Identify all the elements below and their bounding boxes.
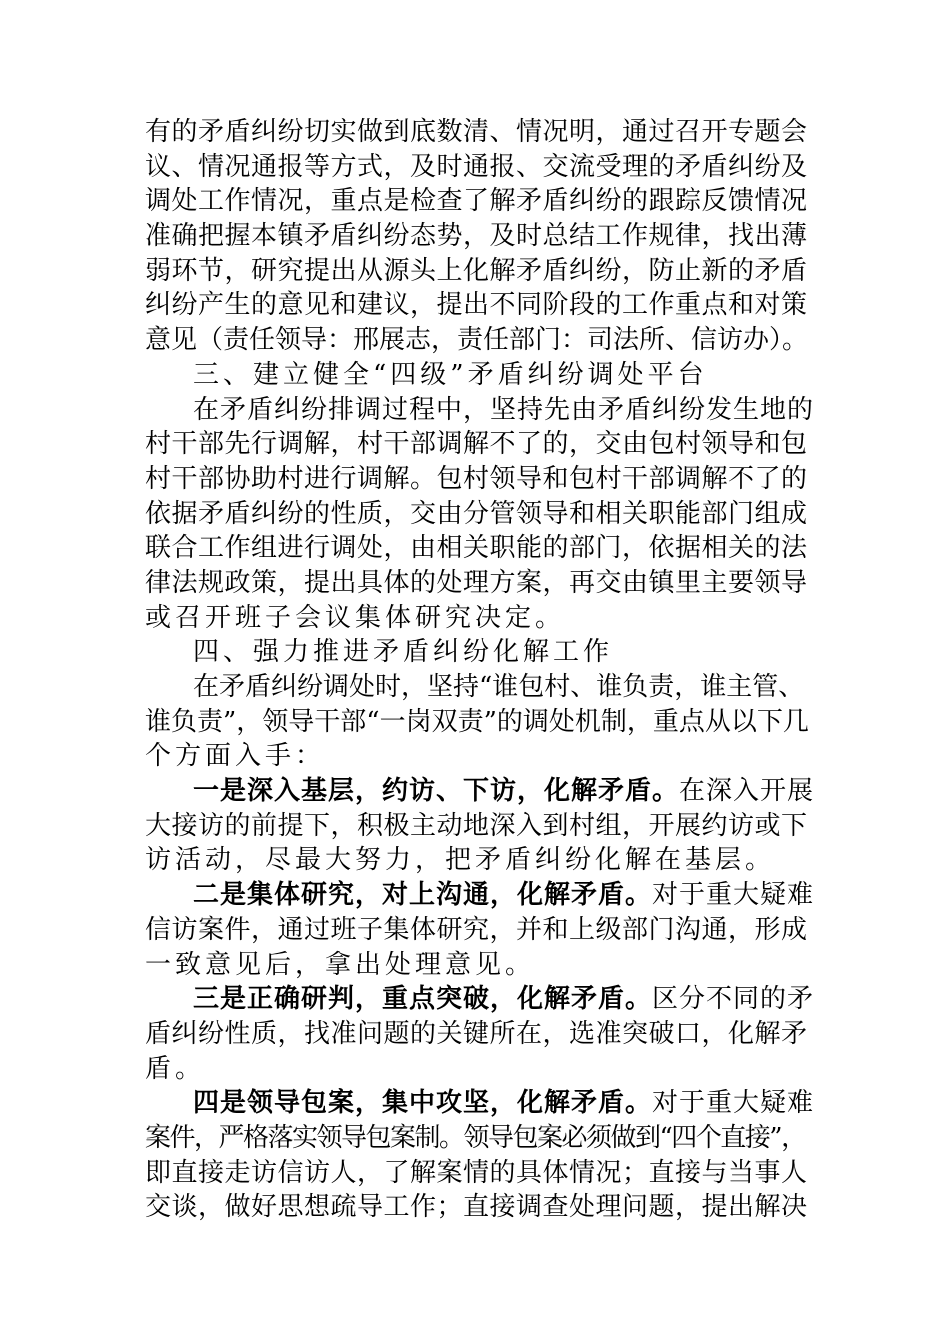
text-line	[145, 635, 815, 670]
text-line	[145, 1190, 815, 1225]
text-line	[145, 809, 815, 844]
line-text: 调处工作情况，重点是检查了解矛盾纠纷的跟踪反馈情况	[145, 186, 808, 217]
document-page	[145, 115, 815, 1225]
line-text: 律法规政策，提出具体的处理方案，再交由镇里主要领导	[145, 567, 808, 598]
text-line	[145, 184, 815, 219]
text-line	[145, 393, 815, 428]
line-text: 准确把握本镇矛盾纠纷态势，及时总结工作规律，找出薄	[145, 221, 808, 252]
text-line	[145, 1017, 815, 1052]
text-line	[145, 566, 815, 601]
bold-lead-phrase: 三是正确研判，重点突破，化解矛盾。	[193, 984, 653, 1015]
line-text: 纠纷产生的意见和建议，提出不同阶段的工作重点和对策	[145, 290, 808, 321]
line-text: 谁负责”，领导干部“一岗双责”的调处机制，重点从以下几	[145, 706, 809, 737]
line-text: 大接访的前提下，积极主动地深入到村组，开展约访或下	[145, 810, 808, 841]
text-line	[145, 982, 815, 1017]
text-line	[145, 913, 815, 948]
line-text: 联合工作组进行调处，由相关职能的部门，依据相关的法	[145, 533, 808, 564]
bold-lead-phrase: 一是深入基层，约访、下访，化解矛盾。	[193, 776, 680, 807]
text-line	[145, 531, 815, 566]
line-text: 即直接走访信访人，了解案情的具体情况；直接与当事人	[145, 1157, 808, 1188]
text-line	[145, 774, 815, 809]
text-line	[145, 497, 815, 532]
line-text: 四、强力推进矛盾纠纷化解工作	[193, 637, 614, 668]
line-text: 个方面入手：	[145, 741, 326, 772]
text-line	[145, 323, 815, 358]
line-text: 交谈，做好思想疏导工作；直接调查处理问题，提出解决	[145, 1192, 808, 1223]
text-line	[145, 601, 815, 636]
text-line	[145, 358, 815, 393]
text-line	[145, 288, 815, 323]
line-text: 有的矛盾纠纷切实做到底数清、情况明，通过召开专题会	[145, 117, 808, 147]
line-text: 弱环节，研究提出从源头上化解矛盾纠纷，防止新的矛盾	[145, 255, 808, 286]
bold-lead-phrase: 四是领导包案，集中攻坚，化解矛盾。	[193, 1088, 653, 1119]
line-text: 村干部协助村进行调解。包村领导和包村干部调解不了的	[145, 463, 808, 494]
line-text: 对于重大疑难	[652, 880, 815, 911]
line-text: 区分不同的矛	[652, 984, 815, 1015]
line-text: 信访案件，通过班子集体研究，并和上级部门沟通，形成	[145, 914, 808, 945]
line-text: 三、建立健全“四级”矛盾纠纷调处平台	[193, 359, 708, 390]
text-line	[145, 948, 815, 983]
line-text: 访活动，尽最大努力，把矛盾纠纷化解在基层。	[145, 845, 776, 876]
text-line	[145, 462, 815, 497]
line-text: 在深入开展	[679, 776, 815, 807]
line-text: 案件，严格落实领导包案制。领导包案必须做到“四个直接”，	[145, 1122, 806, 1153]
line-text: 对于重大疑难	[652, 1088, 815, 1119]
line-text: 议、情况通报等方式，及时通报、交流受理的矛盾纠纷及	[145, 151, 808, 182]
text-line	[145, 1156, 815, 1191]
text-line	[145, 115, 815, 150]
line-text: 一致意见后，拿出处理意见。	[145, 949, 536, 980]
line-text: 或召开班子会议集体研究决定。	[145, 602, 566, 633]
text-line	[145, 739, 815, 774]
text-line	[145, 1086, 815, 1121]
text-line	[145, 878, 815, 913]
text-line	[145, 1121, 815, 1156]
text-line	[145, 705, 815, 740]
text-line	[145, 219, 815, 254]
line-text: 在矛盾纠纷调处时，坚持“谁包村、谁负责，谁主管、	[193, 672, 805, 702]
text-line	[145, 843, 815, 878]
text-line	[145, 254, 815, 289]
line-text: 盾纠纷性质，找准问题的关键所在，选准突破口，化解矛	[145, 1018, 808, 1049]
text-line	[145, 670, 815, 705]
bold-lead-phrase: 二是集体研究，对上沟通，化解矛盾。	[193, 880, 653, 911]
line-text: 在矛盾纠纷排调过程中，坚持先由矛盾纠纷发生地的	[193, 394, 815, 425]
line-text: 依据矛盾纠纷的性质，交由分管领导和相关职能部门组成	[145, 498, 808, 529]
text-line	[145, 427, 815, 462]
line-text: 村干部先行调解，村干部调解不了的，交由包村领导和包	[145, 429, 808, 460]
text-line	[145, 150, 815, 185]
line-text: 盾。	[145, 1053, 206, 1084]
line-text: 意见（责任领导：邢展志，责任部门：司法所、信访办）。	[145, 325, 809, 356]
text-line	[145, 1052, 815, 1087]
